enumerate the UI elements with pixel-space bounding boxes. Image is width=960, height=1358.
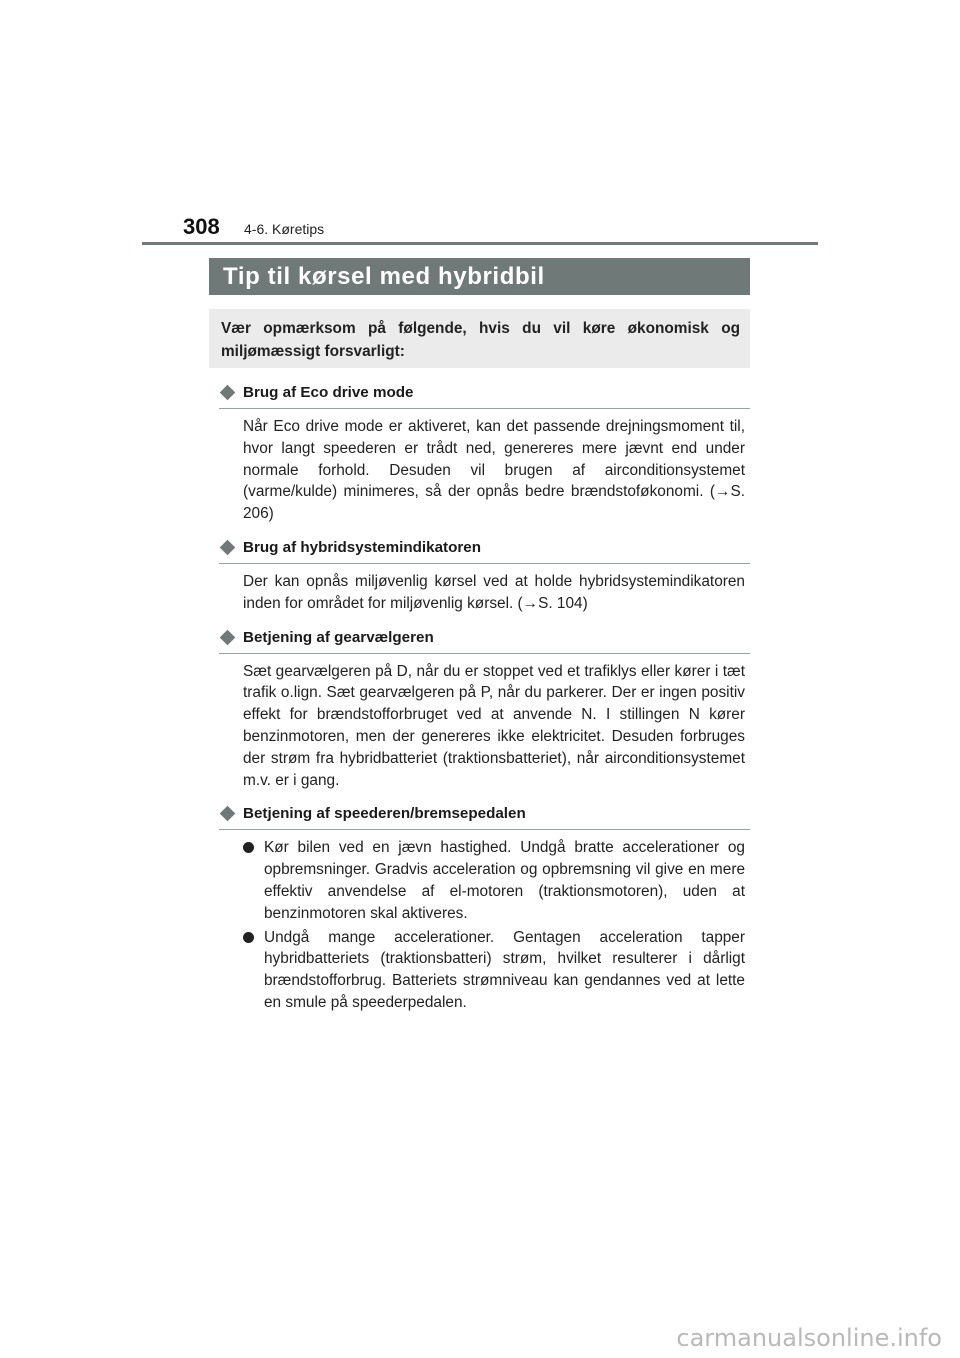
subsection-heading-text: Betjening af speederen/bremsepedalen [243, 805, 526, 823]
subsection-heading-text: Brug af Eco drive mode [243, 384, 414, 401]
round-bullet-icon [243, 842, 254, 853]
list-item [239, 927, 745, 1014]
diamond-bullet-icon [220, 385, 236, 401]
subsection-hybrid-indicator [219, 536, 750, 615]
diamond-bullet-icon [220, 629, 236, 645]
watermark: carmanualsonline.info [676, 1324, 942, 1352]
subsection-text: Når Eco drive mode er aktiveret, kan det passende drejningsmoment til, hvor langt speederen er trådt ned, genereres mere jævnt end under normale forhold. Desuden vil brugen af airconditionsystemet (varme/kulde) minimeres, så der opnås bedre brændstoføkonomi. (→S. 206) [243, 418, 745, 523]
subsection-text: Sæt gearvælgeren på D, når du er stoppet ved et trafiklys eller kører i tæt trafik o.lign. Sæt gearvælgeren på P, når du parkerer. Der er ingen positiv effekt for brændstofforbruget ved at anvende N. I stillingen N kører benzinmotoren, men der genereres ikke elektricitet. Desuden forbruges der strøm fra hybridbatteriet (traktionsbatteriet), når airconditionsystemet m.v. er i gang. [243, 662, 745, 789]
subsection-heading-text: Brug af hybridsystemindikatoren [243, 538, 481, 556]
subsection-heading [219, 626, 750, 654]
page-title-bar [209, 258, 750, 295]
subsection-heading [219, 381, 750, 409]
subsection-heading-text: Betjening af gearvælgeren [243, 628, 434, 646]
diamond-bullet-icon [220, 806, 236, 822]
intro-box: Vær opmærksom på følgende, hvis du vil køre økonomisk og miljømæssigt forsvarligt: [209, 309, 750, 368]
list-item-text: Undgå mange accelerationer. Gentagen acceleration tapper hybridbatteriets (traktionsbatteri) strøm, hvilket resulterer i dårligt brændstofforbrug. Batteriets strømniveau kan gendannes ved at lette en smule på speederpedalen. [264, 928, 745, 1011]
section-label: 4-6. Køretips [244, 221, 325, 237]
subsection-pedals [219, 802, 750, 1013]
subsection-heading [219, 802, 750, 830]
header-divider [142, 242, 818, 245]
subsection-gear-selector [219, 626, 750, 792]
page-number: 308 [183, 214, 220, 239]
round-bullet-icon [243, 932, 254, 943]
page-title: Tip til kørsel med hybridbil [223, 262, 545, 290]
bullet-list [239, 837, 745, 1013]
diamond-bullet-icon [220, 540, 236, 556]
subsection-heading [219, 536, 750, 564]
subsection-text: Der kan opnås miljøvenlig kørsel ved at holde hybridsystemindikatoren inden for området for miljøvenlig kørsel. (→S. 104) [243, 572, 745, 612]
list-item [239, 837, 745, 924]
list-item-text: Kør bilen ved en jævn hastighed. Undgå bratte accelerationer og opbremsninger. Gradvis acceleration og opbremsning vil give en mere effektiv anvendelse af el-motoren (traktionsmotoren), uden at benzinmotoren skal aktiveres. [264, 839, 745, 922]
content [219, 381, 750, 1025]
subsection-eco-drive [219, 381, 750, 525]
